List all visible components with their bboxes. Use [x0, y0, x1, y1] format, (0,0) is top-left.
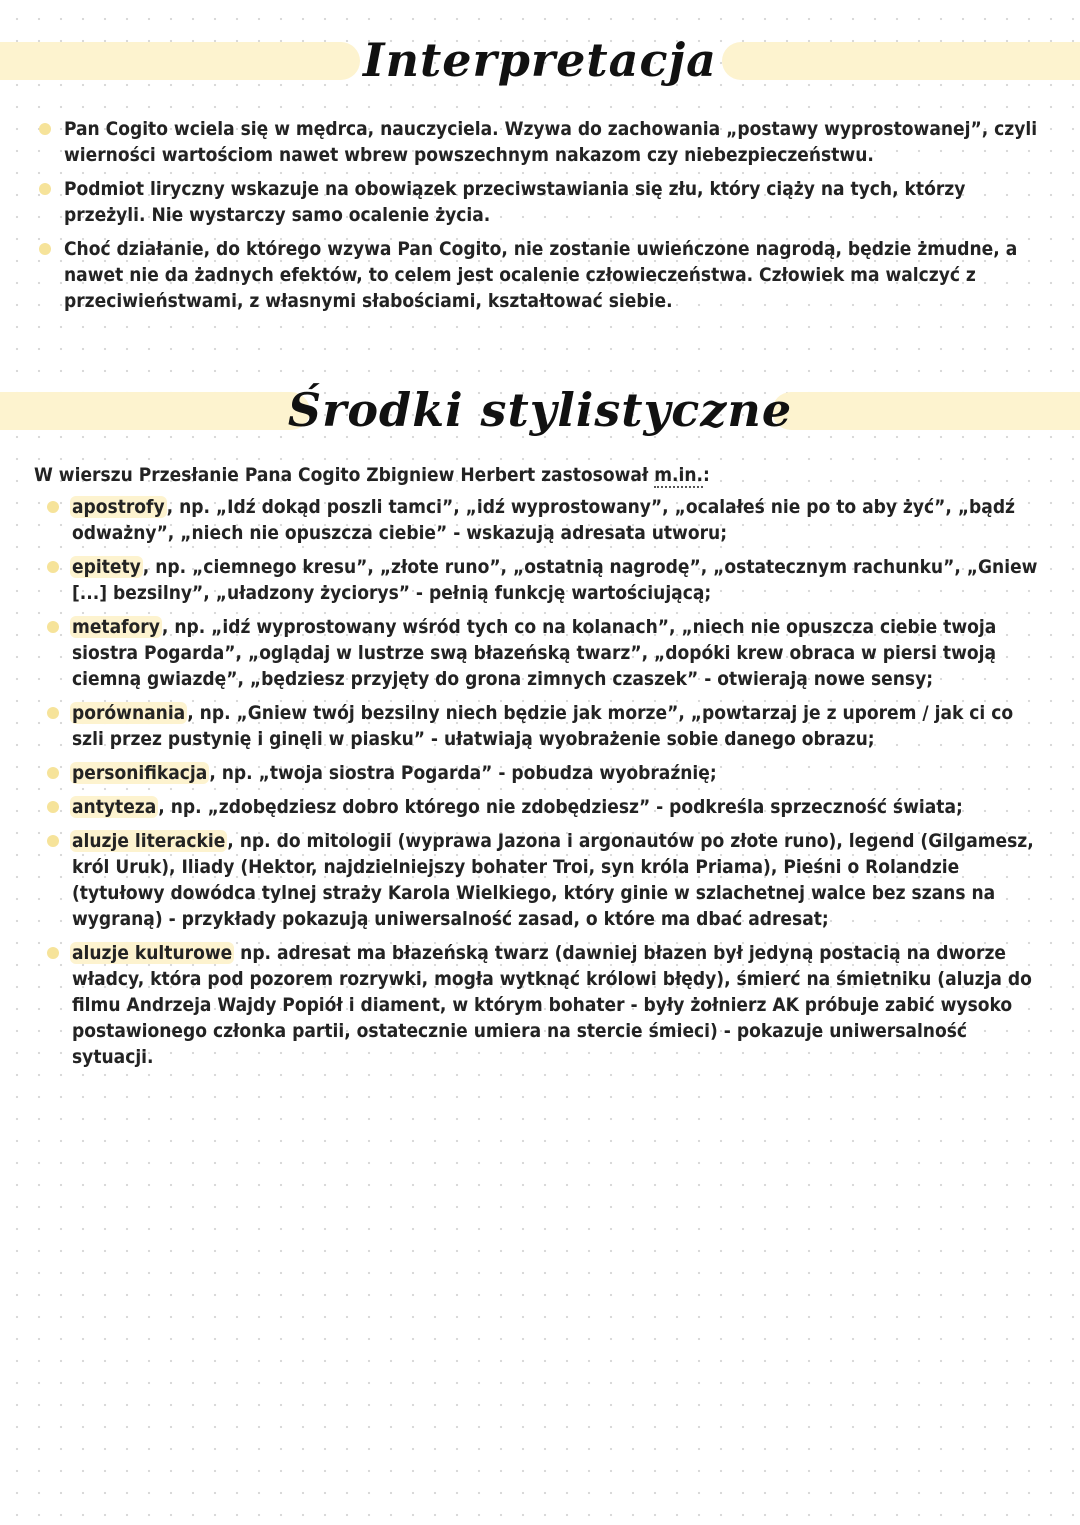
srodki-item-term: personifikacja — [72, 762, 208, 784]
bullet-dot-icon — [47, 947, 59, 959]
interpretacja-item — [64, 116, 1040, 168]
srodki-item — [72, 700, 1040, 752]
bullet-dot-icon — [47, 767, 59, 779]
srodki-item-term: porównania — [72, 702, 186, 724]
bullet-dot-icon — [47, 707, 59, 719]
srodki-intro — [34, 462, 1040, 488]
bullet-dot-icon — [47, 561, 59, 573]
srodki-item-text: np. adresat ma błazeńską twarz (dawniej błazen był jedyną postacią na dworze władcy, która pod pozorem rozrywki, mogła wytknąć królowi błędy), śmierć na śmietniku (aluzja do filmu Andrzeja Wajdy Popiół i diament, w którym bohater - były żołnierz AK próbuje zabić wysoko postawionego członka partii, ostatecznie umiera na stercie śmieci) - pokazuje uniwersalność sytuacji. — [72, 942, 1032, 1068]
interpretacja-item-text: Choć działanie, do którego wzywa Pan Cogito, nie zostanie uwieńczone nagrodą, będzie żmudne, a nawet nie da żadnych efektów, to celem jest ocalenie człowieczeństwa. Człowiek ma walczyć z przeciwieństwami, z własnymi słabościami, kształtować siebie. — [64, 238, 1018, 312]
srodki-item-term: epitety — [72, 556, 141, 578]
srodki-item-text: , np. „ciemnego kresu”, „złote runo”, „ostatnią nagrodę”, „ostatecznym rachunku”, „Gniew [...] bezsilny”, „uładzony życiorys” - pełnią funkcję wartościującą; — [72, 556, 1038, 604]
srodki-list — [0, 494, 1080, 1070]
interpretacja-item-text: Podmiot liryczny wskazuje na obowiązek przeciwstawiania się złu, który ciąży na tych, którzy przeżyli. Nie wystarczy samo ocalenie życia. — [64, 178, 966, 226]
srodki-item-text: , np. do mitologii (wyprawa Jazona i argonautów po złote runo), legend (Gilgamesz, król Uruk), Iliady (Hektor, najdzielniejszy bohater Troi, syn króla Priama), Pieśni o Rolandzie (tytułowy dowódca tylnej straży Karola Wielkiego, który ginie w szlachetnej walce bez szans na wygraną) - przykłady pokazują uniwersalność zasad, o które ma dbać adresat; — [72, 830, 1034, 930]
interpretacja-item — [64, 176, 1040, 228]
srodki-item-text: , np. „Idź dokąd poszli tamci”, „idź wyprostowany”, „ocalałeś nie po to aby żyć”, „bądź odważny”, „niech nie opuszcza ciebie” - wskazują adresata utworu; — [72, 496, 1016, 544]
srodki-item-term: apostrofy — [72, 496, 165, 518]
srodki-intro-colon: : — [703, 464, 710, 486]
srodki-intro-abbrev: m.in. — [654, 464, 704, 486]
interpretacja-heading-row — [0, 20, 1080, 100]
srodki-item — [72, 828, 1040, 932]
interpretacja-list — [0, 116, 1080, 314]
interpretacja-item-text: Pan Cogito wciela się w mędrca, nauczyciela. Wzywa do zachowania „postawy wyprostowanej”, czyli wierności wartościom nawet wbrew powszechnym nakazom czy niebezpieczeństwu. — [64, 118, 1038, 166]
srodki-item — [72, 940, 1040, 1070]
srodki-intro-text: W wierszu Przesłanie Pana Cogito Zbigniew Herbert zastosował — [34, 464, 655, 486]
interpretacja-section — [0, 116, 1080, 322]
srodki-item-term: aluzje kulturowe — [72, 942, 233, 964]
srodki-title: Środki stylistyczne — [287, 383, 793, 437]
bullet-dot-icon — [47, 621, 59, 633]
bullet-dot-icon — [47, 835, 59, 847]
interpretacja-title: Interpretacja — [363, 33, 717, 87]
bullet-dot-icon — [39, 183, 51, 195]
srodki-item-term: antyteza — [72, 796, 157, 818]
srodki-item-term: metafory — [72, 616, 160, 638]
srodki-item — [72, 794, 1040, 820]
srodki-item-text: , np. „idź wyprostowany wśród tych co na kolanach”, „niech nie opuszcza ciebie twoja siostra Pogarda”, „oglądaj w lustrze swą błazeńską twarz”, „dopóki krew obraca w piersi twoją ciemną gwiazdę”, „będziesz przyjęty do grona zimnych czaszek” - otwierają nowe sensy; — [72, 616, 997, 690]
srodki-item-term: aluzje literackie — [72, 830, 226, 852]
bullet-dot-icon — [39, 243, 51, 255]
srodki-item-text: , np. „twoja siostra Pogarda” - pobudza wyobraźnię; — [209, 762, 717, 784]
interpretacja-item — [64, 236, 1040, 314]
bullet-dot-icon — [47, 501, 59, 513]
srodki-item — [72, 614, 1040, 692]
bullet-dot-icon — [47, 801, 59, 813]
srodki-item — [72, 494, 1040, 546]
srodki-heading-row — [0, 370, 1080, 450]
bullet-dot-icon — [39, 123, 51, 135]
srodki-item-text: , np. „zdobędziesz dobro którego nie zdobędziesz” - podkreśla sprzeczność świata; — [158, 796, 963, 818]
srodki-item — [72, 760, 1040, 786]
srodki-item — [72, 554, 1040, 606]
srodki-item-text: , np. „Gniew twój bezsilny niech będzie jak morze”, „powtarzaj je z uporem / jak ci co szli przez pustynię i ginęli w piasku” - ułatwiają wyobrażenie sobie danego obrazu; — [72, 702, 1014, 750]
srodki-section — [0, 462, 1080, 1078]
